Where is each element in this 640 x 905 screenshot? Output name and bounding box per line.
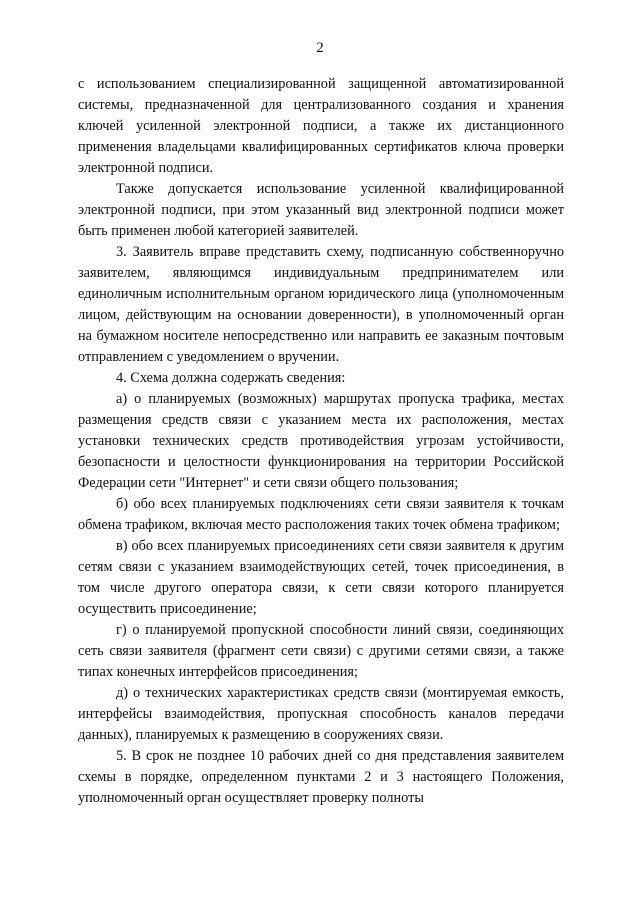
subitem-g: г) о планируемой пропускной способности линий связи, соединяющих сеть связи заявителя (фрагмент сети связи) с другими сетями связи, а также типах конечных интерфейсов присоединения; (78, 622, 564, 680)
document-body (78, 74, 564, 809)
subitem-b: б) обо всех планируемых подключениях сети связи заявителя к точкам обмена трафиком, включая место расположения таких точек обмена трафиком; (78, 496, 564, 533)
paragraph-item-4: 4. Схема должна содержать сведения: (116, 370, 346, 386)
page-number: 2 (316, 40, 324, 56)
paragraph-item-5: 5. В срок не позднее 10 рабочих дней со дня представления заявителем схемы в порядке, определенном пунктами 2 и 3 настоящего Положения, уполномоченный орган осуществляет проверку полноты (78, 748, 564, 806)
paragraph: с использованием специализированной защищенной автоматизированной системы, предназначенной для централизованного создания и хранения ключей усиленной электронной подписи, а также их дистанционного применения владельцами квалифицированных сертификатов ключа проверки электронной подписи. (78, 76, 564, 176)
subitem-d: д) о технических характеристиках средств связи (монтируемая емкость, интерфейсы взаимодействия, пропускная способность каналов передачи данных), планируемых к размещению в сооружениях связи. (78, 685, 564, 743)
paragraph-item-3: 3. Заявитель вправе представить схему, подписанную собственноручно заявителем, являющимся индивидуальным предпринимателем или единоличным исполнительным органом юридического лица (уполномоченным лицом, действующим на основании доверенности), в уполномоченный орган на бумажном носителе непосредственно или направить ее заказным почтовым отправлением с уведомлением о вручении. (78, 244, 564, 365)
paragraph: Также допускается использование усиленной квалифицированной электронной подписи, при этом указанный вид электронной подписи может быть применен любой категорией заявителей. (78, 181, 564, 239)
subitem-a: а) о планируемых (возможных) маршрутах пропуска трафика, местах размещения средств связи с указанием места их расположения, местах установки технических средств противодействия угрозам устойчивости, безопасности и целостности функционирования на территории Российской Федерации сети "Интернет" и сети связи общего пользования; (78, 391, 564, 491)
subitem-v: в) обо всех планируемых присоединениях сети связи заявителя к другим сетям связи с указанием взаимодействующих сетей, точек присоединения, в том числе другого оператора связи, к сети связи которого планируется осуществить присоединение; (78, 538, 564, 617)
